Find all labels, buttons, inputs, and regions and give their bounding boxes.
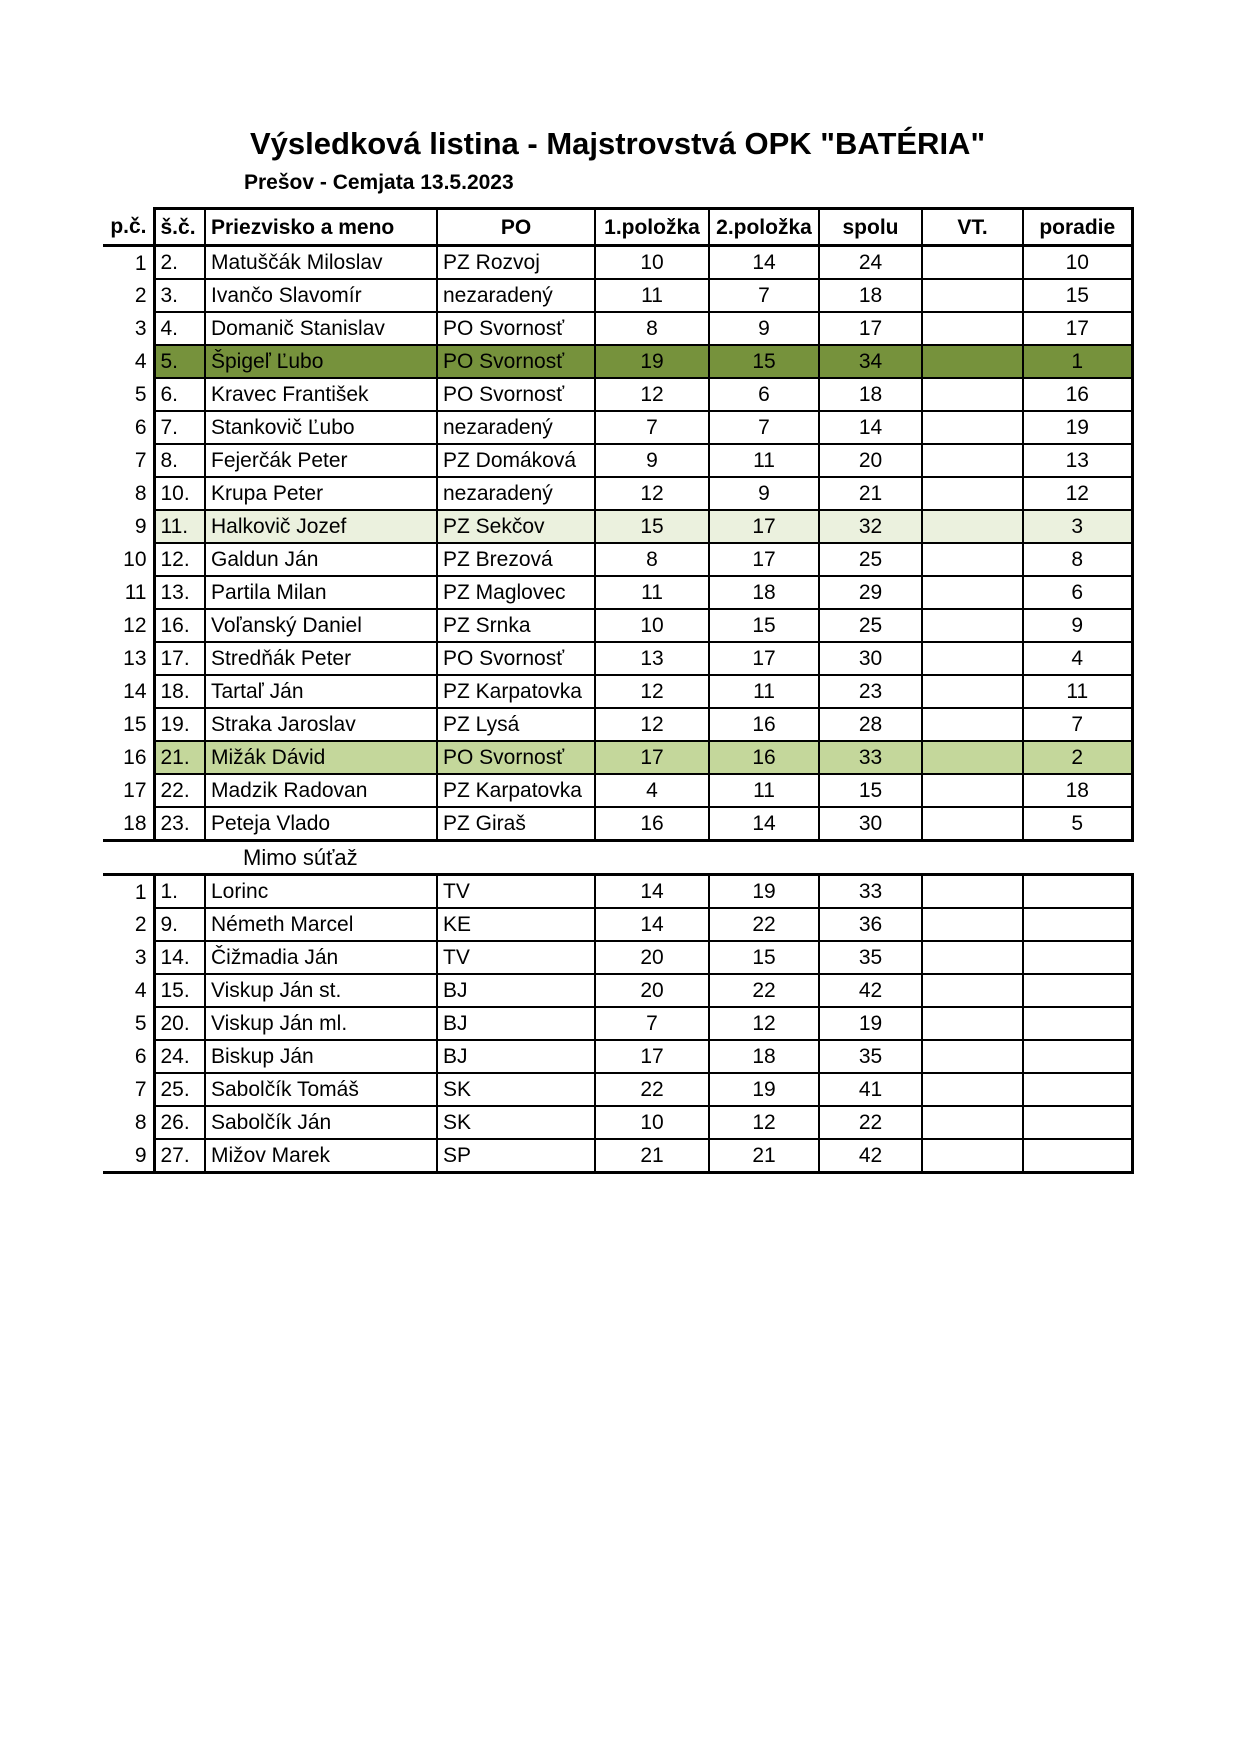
cell-name: Tartaľ Ján [205,675,437,708]
cell-p1: 16 [595,807,709,841]
cell-vt [922,908,1023,941]
cell-po: nezaradený [437,411,595,444]
table-row [103,974,1132,1007]
cell-vt [922,1073,1023,1106]
cell-spolu: 35 [819,941,922,974]
table-row [103,345,1132,378]
table-row [103,941,1132,974]
cell-p2: 22 [709,908,819,941]
cell-pc: 14 [123,680,147,703]
cell-sc: 3. [154,279,205,312]
cell-vt [922,974,1023,1007]
cell-p2: 12 [709,1106,819,1139]
cell-p2: 9 [709,477,819,510]
header-cell-sc: š.č. [154,209,205,246]
cell-p2: 14 [709,807,819,841]
out-table-body [103,875,1132,1173]
cell-spolu: 29 [819,576,922,609]
cell-po: PZ Giraš [437,807,595,841]
cell-p1: 7 [595,411,709,444]
cell-pc: 16 [123,746,147,769]
cell-por [1023,941,1132,974]
table-row [103,312,1132,345]
cell-vt [922,1139,1023,1173]
cell-vt [922,642,1023,675]
cell-name: Stredňák Peter [205,642,437,675]
cell-vt [922,510,1023,543]
cell-por: 4 [1023,642,1132,675]
cell-name: Madzik Radovan [205,774,437,807]
cell-p2: 11 [709,675,819,708]
cell-p1: 21 [595,1139,709,1173]
cell-spolu: 14 [819,411,922,444]
cell-pc: 3 [134,317,147,340]
cell-p1: 4 [595,774,709,807]
cell-spolu: 32 [819,510,922,543]
cell-name: Straka Jaroslav [205,708,437,741]
cell-p1: 7 [595,1007,709,1040]
cell-po: SK [437,1106,595,1139]
cell-p1: 12 [595,378,709,411]
cell-por: 8 [1023,543,1132,576]
cell-vt [922,774,1023,807]
cell-sc: 7. [154,411,205,444]
cell-pc: 2 [134,284,147,307]
cell-vt [922,345,1023,378]
cell-name: Halkovič Jozef [205,510,437,543]
cell-p2: 15 [709,609,819,642]
cell-pc: 4 [134,350,147,373]
cell-sc: 26. [154,1106,205,1139]
cell-p2: 12 [709,1007,819,1040]
header-cell-pc: p.č. [110,214,147,238]
cell-sc: 18. [154,675,205,708]
cell-p1: 15 [595,510,709,543]
cell-p1: 11 [595,576,709,609]
cell-por: 1 [1023,345,1132,378]
cell-pc: 3 [134,946,147,969]
cell-sc: 5. [154,345,205,378]
cell-po: PZ Maglovec [437,576,595,609]
cell-name: Fejerčák Peter [205,444,437,477]
cell-name: Sabolčík Ján [205,1106,437,1139]
header-cell-po: PO [437,209,595,246]
cell-p2: 9 [709,312,819,345]
cell-p1: 12 [595,675,709,708]
cell-po: KE [437,908,595,941]
cell-pc: 4 [134,979,147,1002]
cell-p2: 15 [709,345,819,378]
cell-por [1023,908,1132,941]
cell-p2: 17 [709,642,819,675]
cell-vt [922,312,1023,345]
page-title: Výsledková listina - Majstrovstvá OPK "BATÉRIA" [250,126,986,161]
cell-name: Mižák Dávid [205,741,437,774]
cell-por: 17 [1023,312,1132,345]
cell-sc: 11. [154,510,205,543]
cell-name: Krupa Peter [205,477,437,510]
cell-name: Galdun Ján [205,543,437,576]
cell-sc: 8. [154,444,205,477]
cell-sc: 23. [154,807,205,841]
cell-sc: 14. [154,941,205,974]
cell-pc: 9 [103,1139,154,1173]
cell-vt [922,609,1023,642]
cell-por [1023,1040,1132,1073]
cell-vt [922,246,1023,280]
cell-p2: 16 [709,741,819,774]
table-row [103,1073,1132,1106]
cell-spolu: 22 [819,1106,922,1139]
cell-po: BJ [437,1040,595,1073]
cell-p2: 17 [709,510,819,543]
header-row [103,209,1132,246]
cell-spolu: 15 [819,774,922,807]
cell-sc: 22. [154,774,205,807]
table-row [103,908,1132,941]
cell-sc: 9. [154,908,205,941]
cell-name: Sabolčík Tomáš [205,1073,437,1106]
cell-vt [922,444,1023,477]
cell-pc: 1 [103,246,154,280]
cell-sc: 21. [154,741,205,774]
main-results-table [103,207,1134,842]
cell-por: 18 [1023,774,1132,807]
cell-sc: 19. [154,708,205,741]
cell-sc: 1. [154,875,205,909]
cell-por: 11 [1023,675,1132,708]
table-row [103,1106,1132,1139]
cell-pc: 13 [123,647,147,670]
cell-pc: 1 [103,875,154,909]
table-row [103,741,1132,774]
cell-po: PZ Lysá [437,708,595,741]
cell-pc: 11 [124,581,147,604]
cell-name: Viskup Ján ml. [205,1007,437,1040]
cell-spolu: 34 [819,345,922,378]
cell-por: 9 [1023,609,1132,642]
header-cell-name: Priezvisko a meno [205,209,437,246]
table-row [103,576,1132,609]
table-row [103,1040,1132,1073]
cell-p1: 20 [595,941,709,974]
cell-spolu: 18 [819,378,922,411]
cell-p1: 20 [595,974,709,1007]
header-cell-spolu: spolu [819,209,922,246]
cell-sc: 15. [154,974,205,1007]
cell-p2: 19 [709,1073,819,1106]
cell-pc: 7 [134,1078,147,1101]
cell-p2: 18 [709,576,819,609]
cell-name: Lorinc [205,875,437,909]
cell-p1: 10 [595,609,709,642]
table-row [103,774,1132,807]
cell-spolu: 30 [819,642,922,675]
cell-spolu: 33 [819,741,922,774]
cell-p2: 19 [709,875,819,909]
cell-spolu: 18 [819,279,922,312]
cell-sc: 16. [154,609,205,642]
cell-name: Ivančo Slavomír [205,279,437,312]
cell-po: PO Svornosť [437,345,595,378]
cell-vt [922,675,1023,708]
cell-p2: 11 [709,774,819,807]
cell-sc: 20. [154,1007,205,1040]
cell-p2: 18 [709,1040,819,1073]
header-cell-p1: 1.položka [595,209,709,246]
cell-spolu: 23 [819,675,922,708]
cell-po: PO Svornosť [437,378,595,411]
cell-por: 16 [1023,378,1132,411]
header-cell-por: poradie [1023,209,1132,246]
cell-vt [922,477,1023,510]
out-of-competition-label: Mimo súťaž [243,845,358,870]
cell-por: 2 [1023,741,1132,774]
cell-sc: 13. [154,576,205,609]
table-row [103,708,1132,741]
cell-p2: 11 [709,444,819,477]
cell-p1: 9 [595,444,709,477]
table-row [103,378,1132,411]
cell-pc: 6 [134,416,147,439]
cell-spolu: 24 [819,246,922,280]
cell-name: Németh Marcel [205,908,437,941]
cell-name: Domanič Stanislav [205,312,437,345]
cell-pc: 8 [134,482,147,505]
cell-spolu: 41 [819,1073,922,1106]
cell-spolu: 25 [819,609,922,642]
cell-p2: 6 [709,378,819,411]
cell-name: Špigeľ Ľubo [205,345,437,378]
cell-sc: 6. [154,378,205,411]
cell-p1: 17 [595,741,709,774]
cell-po: SK [437,1073,595,1106]
main-table-body [103,246,1132,841]
cell-vt [922,378,1023,411]
cell-p1: 8 [595,543,709,576]
cell-pc: 8 [134,1111,147,1134]
cell-po: PO Svornosť [437,642,595,675]
table-header-row [103,209,1132,246]
cell-p1: 13 [595,642,709,675]
cell-name: Stankovič Ľubo [205,411,437,444]
cell-name: Čižmadia Ján [205,941,437,974]
cell-po: TV [437,941,595,974]
header-cell-p2: 2.položka [709,209,819,246]
cell-por [1023,974,1132,1007]
cell-por: 10 [1023,246,1132,280]
cell-name: Partila Milan [205,576,437,609]
cell-name: Peteja Vlado [205,807,437,841]
cell-por [1023,1073,1132,1106]
cell-p2: 7 [709,279,819,312]
cell-pc: 5 [134,383,147,406]
cell-pc: 15 [123,713,147,736]
cell-por [1023,875,1132,909]
cell-po: PZ Srnka [437,609,595,642]
cell-name: Viskup Ján st. [205,974,437,1007]
cell-sc: 4. [154,312,205,345]
cell-pc: 10 [123,548,147,571]
cell-spolu: 20 [819,444,922,477]
cell-po: BJ [437,974,595,1007]
cell-por [1023,1139,1132,1173]
cell-por: 5 [1023,807,1132,841]
cell-pc: 2 [134,913,147,936]
cell-sc: 2. [154,246,205,280]
table-row [103,444,1132,477]
cell-vt [922,411,1023,444]
cell-spolu: 42 [819,974,922,1007]
cell-por: 3 [1023,510,1132,543]
table-row [103,875,1132,909]
cell-name: Voľanský Daniel [205,609,437,642]
table-row [103,642,1132,675]
cell-pc: 9 [134,515,147,538]
out-of-competition-table [103,873,1134,1174]
cell-name: Matuščák Miloslav [205,246,437,280]
cell-vt [922,1040,1023,1073]
cell-po: PZ Rozvoj [437,246,595,280]
cell-spolu: 35 [819,1040,922,1073]
cell-po: PZ Karpatovka [437,675,595,708]
cell-name: Kravec František [205,378,437,411]
cell-sc: 17. [154,642,205,675]
cell-p1: 12 [595,708,709,741]
cell-vt [922,576,1023,609]
cell-p2: 7 [709,411,819,444]
cell-vt [922,708,1023,741]
cell-p1: 8 [595,312,709,345]
header-cell-vt: VT. [922,209,1023,246]
cell-vt [922,941,1023,974]
cell-po: PZ Domáková [437,444,595,477]
cell-vt [922,807,1023,841]
cell-p2: 17 [709,543,819,576]
cell-po: nezaradený [437,279,595,312]
cell-name: Mižov Marek [205,1139,437,1173]
cell-po: PO Svornosť [437,741,595,774]
cell-sc: 10. [154,477,205,510]
cell-spolu: 28 [819,708,922,741]
page-subtitle: Prešov - Cemjata 13.5.2023 [244,171,514,194]
cell-p1: 12 [595,477,709,510]
cell-por: 6 [1023,576,1132,609]
cell-spolu: 30 [819,807,922,841]
cell-pc: 7 [134,449,147,472]
cell-p2: 22 [709,974,819,1007]
cell-p2: 16 [709,708,819,741]
table-row [103,510,1132,543]
cell-p2: 15 [709,941,819,974]
cell-sc: 12. [154,543,205,576]
cell-p1: 14 [595,908,709,941]
cell-spolu: 33 [819,875,922,909]
table-row [103,246,1132,280]
cell-p1: 10 [595,246,709,280]
cell-p1: 14 [595,875,709,909]
cell-po: PZ Karpatovka [437,774,595,807]
cell-po: TV [437,875,595,909]
cell-vt [922,543,1023,576]
cell-por [1023,1007,1132,1040]
table-row [103,807,1132,841]
cell-p1: 17 [595,1040,709,1073]
table-row [103,543,1132,576]
table-row [103,411,1132,444]
cell-pc: 18 [103,807,154,841]
cell-sc: 24. [154,1040,205,1073]
cell-p2: 14 [709,246,819,280]
cell-por: 19 [1023,411,1132,444]
cell-p1: 10 [595,1106,709,1139]
cell-pc: 17 [123,779,147,802]
table-row [103,609,1132,642]
cell-por [1023,1106,1132,1139]
cell-sc: 25. [154,1073,205,1106]
table-row [103,1139,1132,1173]
cell-p1: 11 [595,279,709,312]
cell-spolu: 21 [819,477,922,510]
cell-po: PO Svornosť [437,312,595,345]
cell-po: BJ [437,1007,595,1040]
cell-p1: 19 [595,345,709,378]
table-row [103,675,1132,708]
cell-po: SP [437,1139,595,1173]
cell-pc: 6 [134,1045,147,1068]
cell-spolu: 19 [819,1007,922,1040]
cell-po: PZ Sekčov [437,510,595,543]
table-row [103,1007,1132,1040]
cell-p2: 21 [709,1139,819,1173]
cell-vt [922,875,1023,909]
cell-por: 15 [1023,279,1132,312]
cell-spolu: 25 [819,543,922,576]
table-row [103,477,1132,510]
table-row [103,279,1132,312]
cell-po: nezaradený [437,477,595,510]
cell-por: 7 [1023,708,1132,741]
cell-spolu: 36 [819,908,922,941]
cell-spolu: 17 [819,312,922,345]
cell-pc: 12 [123,614,147,637]
cell-pc: 5 [134,1012,147,1035]
cell-name: Biskup Ján [205,1040,437,1073]
cell-spolu: 42 [819,1139,922,1173]
cell-vt [922,1007,1023,1040]
cell-por: 13 [1023,444,1132,477]
cell-sc: 27. [154,1139,205,1173]
cell-p1: 22 [595,1073,709,1106]
cell-por: 12 [1023,477,1132,510]
cell-vt [922,741,1023,774]
cell-vt [922,279,1023,312]
cell-po: PZ Brezová [437,543,595,576]
cell-vt [922,1106,1023,1139]
